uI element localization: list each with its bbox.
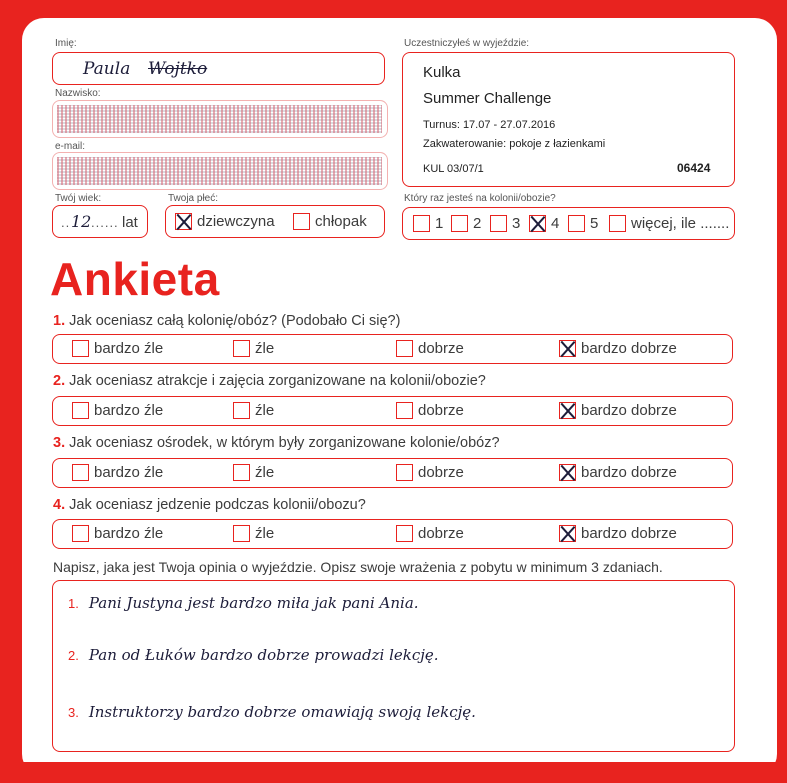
gender-option-female[interactable] [175,213,275,230]
age-value: 12 [71,212,92,231]
q2-option-dobrze[interactable] [396,402,464,419]
q2-checkbox-dobrze[interactable] [396,402,413,419]
opinion-line-3-text: Instruktorzy bardzo dobrze omawiają swoją lekcję. [88,703,476,721]
q3-option-bardzo-zle[interactable] [72,464,163,481]
times-option-4[interactable] [529,215,559,232]
stamp-accommodation: Zakwaterowanie: pokoje z łazienkami [423,138,606,150]
q2-option-label: bardzo dobrze [581,402,677,419]
question-2-number: 2. [53,373,66,389]
times-option-2[interactable] [451,215,481,232]
name-value: Paula [83,59,131,79]
question-1 [53,313,400,329]
q4-checkbox-bardzo-dobrze[interactable] [559,525,576,542]
q1-option-label: bardzo dobrze [581,340,677,357]
stamp-code: KUL 03/07/1 [423,163,484,175]
page-title: Ankieta [50,253,220,305]
q4-option-label: bardzo dobrze [581,525,677,542]
checkbox-times-3[interactable] [490,215,507,232]
opinion-line-3 [68,703,476,721]
times-field [402,207,735,240]
opinion-line-2-text: Pan od Łuków bardzo dobrze prowadzi lekcję. [88,646,439,664]
times-option-1[interactable] [413,215,443,232]
opinion-line-1-number: 1. [68,596,79,611]
opinion-line-2 [68,646,439,664]
stamp-line1: Kulka [423,64,461,81]
stamp-line2: Summer Challenge [423,90,552,107]
q3-option-label: bardzo dobrze [581,464,677,481]
q4-option-zle[interactable] [233,525,274,542]
times-option-5-label: 5 [590,215,599,232]
q1-checkbox-bardzo-zle[interactable] [72,340,89,357]
q3-option-bardzo-dobrze[interactable] [559,464,677,481]
surname-label: Nazwisko: [55,88,101,99]
age-suffix: lat [122,214,138,231]
question-3-answers [52,458,733,488]
q4-option-label: dobrze [418,525,464,542]
redaction-email [57,157,382,185]
question-1-answers [52,334,733,364]
q3-option-label: bardzo źle [94,464,164,481]
q1-option-dobrze[interactable] [396,340,464,357]
times-label: Który raz jesteś na kolonii/obozie? [404,193,556,204]
q4-option-label: bardzo źle [94,525,164,542]
participant-label: Uczestniczyłeś w wyjeździe: [404,38,530,49]
gender-male-label: chłopak [315,213,367,230]
q2-option-label: bardzo źle [94,402,164,419]
q3-checkbox-dobrze[interactable] [396,464,413,481]
age-field[interactable] [52,205,148,238]
age-label: Twój wiek: [55,193,102,204]
q3-checkbox-bardzo-dobrze[interactable] [559,464,576,481]
q1-option-bardzo-zle[interactable] [72,340,163,357]
checkbox-times-more[interactable] [609,215,626,232]
q4-checkbox-dobrze[interactable] [396,525,413,542]
checkbox-times-1[interactable] [413,215,430,232]
times-option-3-label: 3 [512,215,521,232]
checkbox-female[interactable] [175,213,192,230]
q1-checkbox-zle[interactable] [233,340,250,357]
times-option-more-label: więcej, ile ....... [631,215,730,232]
stamp-turnus: Turnus: 17.07 - 27.07.2016 [423,119,556,131]
q1-option-label: źle [255,340,275,357]
q4-option-bardzo-zle[interactable] [72,525,163,542]
email-label: e-mail: [55,141,86,152]
question-1-number: 1. [53,313,66,329]
q1-option-label: dobrze [418,340,464,357]
times-option-1-label: 1 [435,215,444,232]
q4-checkbox-bardzo-zle[interactable] [72,525,89,542]
age-dots-left: .. [61,215,71,230]
q1-option-zle[interactable] [233,340,274,357]
gender-field [165,205,385,238]
opinion-prompt: Napisz, jaka jest Twoja opinia o wyjeździe. Opisz swoje wrażenia z pobytu w minimum 3 zdaniach. [53,559,663,575]
surname-field[interactable] [52,100,388,138]
question-4-text: Jak oceniasz jedzenie podczas kolonii/obozu? [69,497,366,513]
q2-checkbox-bardzo-zle[interactable] [72,402,89,419]
q2-option-label: dobrze [418,402,464,419]
question-3-text: Jak oceniasz ośrodek, w którym były zorganizowane kolonie/obóz? [69,435,500,451]
times-option-more[interactable] [609,215,729,232]
age-dots-right: ...... [91,215,119,230]
q1-checkbox-dobrze[interactable] [396,340,413,357]
question-1-text: Jak oceniasz całą kolonię/obóz? (Podobało Ci się?) [69,313,401,329]
question-3 [53,435,500,451]
sheet-bottom-band [22,762,777,776]
q3-option-label: źle [255,464,275,481]
q2-option-zle[interactable] [233,402,274,419]
name-struck-value: Wojtko [148,59,208,79]
q2-option-bardzo-dobrze[interactable] [559,402,677,419]
question-3-number: 3. [53,435,66,451]
stamp-number: 06424 [677,161,711,175]
email-field[interactable] [52,152,388,190]
checkbox-times-2[interactable] [451,215,468,232]
times-option-3[interactable] [490,215,520,232]
checkbox-male[interactable] [293,213,310,230]
q4-option-bardzo-dobrze[interactable] [559,525,677,542]
name-label: Imię: [55,38,77,49]
gender-female-label: dziewczyna [197,213,275,230]
opinion-line-2-number: 2. [68,648,79,663]
gender-option-male[interactable] [293,213,367,230]
redaction-surname [57,105,382,133]
q3-checkbox-bardzo-zle[interactable] [72,464,89,481]
q3-checkbox-zle[interactable] [233,464,250,481]
q1-option-bardzo-dobrze[interactable] [559,340,677,357]
q2-option-label: źle [255,402,275,419]
q3-option-label: dobrze [418,464,464,481]
question-4-number: 4. [53,497,66,513]
q1-option-label: bardzo źle [94,340,164,357]
times-option-4-label: 4 [551,215,560,232]
q3-option-dobrze[interactable] [396,464,464,481]
q4-checkbox-zle[interactable] [233,525,250,542]
question-4-answers [52,519,733,549]
q2-option-bardzo-zle[interactable] [72,402,163,419]
checkbox-times-5[interactable] [568,215,585,232]
opinion-line-1 [68,594,419,612]
q3-option-zle[interactable] [233,464,274,481]
q4-option-label: źle [255,525,275,542]
opinion-line-1-text: Pani Justyna jest bardzo miła jak pani Ania. [88,594,419,612]
times-option-5[interactable] [568,215,598,232]
stamp-box [402,52,735,187]
q2-checkbox-zle[interactable] [233,402,250,419]
gender-label: Twoja płeć: [168,193,219,204]
times-option-2-label: 2 [473,215,482,232]
q4-option-dobrze[interactable] [396,525,464,542]
question-2 [53,373,486,389]
q2-checkbox-bardzo-dobrze[interactable] [559,402,576,419]
checkbox-times-4[interactable] [529,215,546,232]
question-2-text: Jak oceniasz atrakcje i zajęcia zorganizowane na kolonii/obozie? [69,373,486,389]
opinion-line-3-number: 3. [68,705,79,720]
question-4 [53,497,366,513]
q1-checkbox-bardzo-dobrze[interactable] [559,340,576,357]
question-2-answers [52,396,733,426]
name-field[interactable] [52,52,385,85]
